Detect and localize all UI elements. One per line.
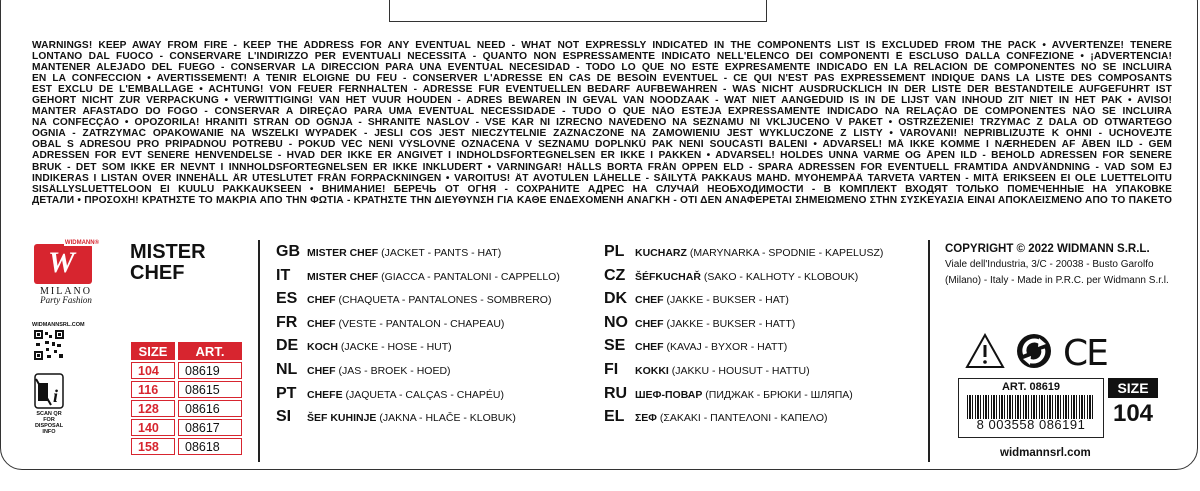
language-description (307, 247, 501, 259)
product-name-translation: MISTER CHEF (307, 270, 379, 283)
contents-translation: (SAKO - KALHOTY - KLOBOUK) (703, 270, 859, 283)
language-code: CZ (604, 266, 626, 284)
size-cell: 104 (131, 362, 175, 379)
art-header: ART. (178, 342, 242, 360)
qr-site-label: WIDMANNSRL.COM (32, 322, 85, 328)
product-name-translation: CHEF (307, 364, 336, 377)
language-row (276, 267, 560, 291)
product-title (130, 242, 206, 284)
warning-line: EST EXCLU DE L'EMBALLAGE • ACHTUNG! VON FEUER FERNHALTEN - ADRESSE FÜR EVENTUELLEN BEDARF AUFBEWAHREN - WAS NICHT AUSDRÜCKLICH IN DER LISTE DER BESTANDTEILE AUFGEFÜHRT IST (32, 84, 1172, 96)
language-code: NO (604, 313, 628, 331)
language-row (276, 314, 560, 338)
language-code: SE (604, 337, 626, 355)
language-row (604, 314, 883, 338)
language-description (635, 389, 853, 401)
language-code: SI (276, 408, 292, 426)
contents-translation: (JACKE - HOSE - HUT) (340, 341, 452, 354)
language-description (635, 271, 858, 283)
language-row (604, 267, 883, 291)
art-cell: 08616 (178, 400, 242, 417)
language-code: FI (604, 360, 619, 378)
language-description (307, 271, 560, 283)
warning-line: GEHÖRT NICHT ZUR VERPACKUNG • VERWITTIGING! VAN HET VUUR HOUDEN - ADRES BEWAREN IN GEVAL VAN NOODZAAK - WAT NIET AANGEDUID IS IN DE LIJST VAN INHOUD ZIT NIET IN HET PAK • AVISO! (32, 95, 1172, 107)
warning-line: BRUK - DET SOM IKKE ER NEVNT I INNHOLDSFORTEGNELSEN ER IKKE INKLUDERT • VARNINGAR! HÅLLS BORTA FRÅN ÖPPEN ELD - SPARA ADRESSEN FÖR EVENTUELL FRAMTIDA ANDVÄNDNING - VAD SOM EJ (32, 161, 1172, 173)
art-cell: 08618 (178, 438, 242, 455)
contents-translation: (JAKKU - HOUSUT - HATTU) (671, 364, 810, 377)
product-name-translation: CHEFE (307, 388, 343, 401)
contents-translation: (CHAQUETA - PANTALONES - SOMBRERO) (338, 294, 552, 307)
website-link[interactable]: widmannsrl.com (1000, 447, 1091, 459)
table-row (131, 438, 242, 455)
contents-translation: (VESTE - PANTALON - CHAPEAU) (338, 317, 505, 330)
language-row (604, 408, 883, 432)
language-row (276, 361, 560, 385)
language-code: GB (276, 243, 300, 260)
language-row (604, 385, 883, 409)
size-cell: 140 (131, 419, 175, 436)
compliance-symbols (965, 332, 1107, 375)
table-row (131, 419, 242, 436)
brand-tag: WIDMANN® (64, 240, 99, 246)
product-title-line1: MISTER (130, 241, 206, 263)
recycle-icon (1015, 332, 1053, 375)
product-title-line2: CHEF (130, 262, 185, 284)
size-cell: 128 (131, 400, 175, 417)
contents-translation: (JAQUETA - CALÇAS - CHAPÉU) (345, 388, 505, 401)
table-row (131, 400, 242, 417)
barcode-digits: 8 003558 086191 (976, 417, 1086, 432)
language-code: DE (276, 337, 299, 355)
warning-line: OBAL S ADRESOU PRO PŘÍPADNOU POTŘEBU - POKUD VĚC NENÍ VÝSLOVNĚ OZNAČENA V SEZNAMU DOPLŇKŮ PAK NENÍ SOUČÁSTÍ BALENÍ • ADVARSEL! MÅ IKKE KOMME I NÆRHEDEN AF ÅBEN ILD - GEM (32, 139, 1172, 151)
art-cell: 08617 (178, 419, 242, 436)
language-row (604, 337, 883, 361)
size-badge-value: 104 (1112, 400, 1154, 427)
product-name-translation: KOCH (307, 341, 338, 354)
size-table (128, 340, 245, 457)
divider (258, 240, 260, 462)
size-badge (1108, 378, 1158, 438)
language-row (604, 243, 883, 267)
language-code: NL (276, 360, 298, 378)
contents-translation: (GIACCA - PANTALONI - CAPPELLO) (381, 270, 560, 283)
size-header: SIZE (131, 342, 175, 360)
contents-translation: (ΣΑΚΑΚΙ - ΠΑΝΤΕΛΟΝΙ - ΚΑΠΕΛΟ) (659, 412, 828, 425)
language-code: FR (276, 313, 298, 331)
warning-line: LONTANO DAL FUOCO - CONSERVARE L'INDIRIZZO PER EVENTUALI NECESSITÀ - QUANTO NON ESPRESSAMENTE INDICATO NELL'ELENCO DEI COMPONENTI È ESCLUSO DALLA CONFEZIONE • ¡ADVERTENCIA! (32, 51, 1172, 63)
art-cell: 08615 (178, 381, 242, 398)
table-row (131, 362, 242, 379)
warning-line: SISÄLLYSLUETTELOON EI KUULU PAKKAUKSEEN • ВНИМАНИЕ! БЕРЕЧЬ ОТ ОГНЯ - СОХРАНИТЕ АДРЕС НА СЛУЧАЙ НЕОБХОДИМОСТИ - В КОМПЛЕКТ ВХОДЯТ ТОЛЬКО ПОМЕЧЕННЫЕ НА УПАКОВКЕ (32, 183, 1172, 195)
language-description (307, 294, 551, 306)
language-row (276, 337, 560, 361)
product-name-translation: CHEF (635, 294, 664, 307)
product-name-translation: CHEF (307, 294, 336, 307)
qr-code-icon (32, 330, 66, 365)
language-code: RU (604, 384, 628, 402)
disposal-bin-icon (33, 373, 65, 409)
language-code: IT (276, 266, 291, 284)
language-description (635, 365, 810, 377)
copyright-address-1: Viale dell'Industria, 3/C - 20038 - Busto Garolfo (945, 259, 1154, 270)
warning-line: OGNIA - ZATRZYMAĆ OPAKOWANIE NA WSZELKI WYPADEK - JEŚLI COŚ JEST NIECZYTELNIE ZAZNACZONE NA ZAMÓWIENIU JEST WYKLUCZONE Z LISTY • VAROVÁNÍ! NEPŘIBLIŽUJTE K OHNI - UCHOVEJTE (32, 128, 1172, 140)
scan-label-1: SCAN QR FOR (36, 411, 62, 423)
language-description (635, 341, 787, 353)
scan-label-2: DISPOSAL INFO (34, 423, 64, 435)
contents-translation: (MARYNARKA - SPODNIE - KAPELUSZ) (689, 247, 884, 259)
language-row (604, 290, 883, 314)
language-row (276, 290, 560, 314)
language-description (635, 412, 828, 424)
language-code: DK (604, 290, 628, 308)
language-row (276, 385, 560, 409)
language-description (307, 318, 504, 330)
product-name-translation: ШЕФ-ПОВАР (635, 388, 703, 401)
logo-tagline: Party Fashion (40, 295, 92, 305)
warning-line: ДЕТАЛИ • ΠΡΟΣΟΧΗ! ΚΡΑΤΗΣΤΕ ΤΟ ΜΑΚΡΙΑ ΑΠΟ ΤΗΝ ΦΩΤΙΑ - ΚΡΑΤΗΣΤΕ ΤΗΝ ΔΙΕΥΘΥΝΣΗ ΓΙΑ ΚΑΘΕ ΕΝΔΕΧΟΜΕΝΗ ΑΝΑΓΚΗ - ΟΤΙ ΔΕΝ ΑΝΑΦΕΡΕΤΑΙ ΣΗΜΕΙΩΜΕΝΟ ΣΤΗΝ ΣΥΣΚΕΥΑΣΙΑ ΕΙΝΑΙ ΑΠΟΚΛΕΙΣΜΕΝΟ ΑΠΟ ΤΟ ΠΑΚΕΤΟ (32, 194, 1172, 206)
language-description (635, 294, 789, 306)
qr-block (32, 322, 85, 435)
warning-line: NA CONFECÇÃO • OPOZORILA! HRANITI STRAN OD OGNJA - SHRANITE NASLOV - VSE KAR NI IZRECNO NAVEDENO NA SEZNAMU NI VKLJUČENO V PAKET • OSTRZEŻENIE! TRZYMAĆ Z DALA OD OTWARTEGO (32, 117, 1172, 129)
language-row (276, 243, 560, 267)
contents-translation: (JACKET - PANTS - HAT) (381, 247, 502, 259)
top-window-box (389, 0, 767, 22)
barcode-art-label: ART. 08619 (1001, 381, 1061, 393)
language-list-left (276, 243, 560, 432)
product-name-translation: CHEF (635, 317, 664, 330)
ce-mark-icon: CE (1063, 333, 1107, 374)
warning-line: INDIKERAS I LISTAN ÖVER INNEHÅLL ÄR UTESLUTET FRÅN FÖRPACKNINGEN • VAROITUS! ÄT AVOTULEN LÄHELLE - SÄILYTÄ PAKKAUS MAHD. MYÖHEMPÄÄ TARVETA VARTEN - MITÄ ERIKSEEN EI OLE LUETTELOITU (32, 172, 1172, 184)
language-row (604, 361, 883, 385)
barcode-icon (967, 395, 1095, 419)
contents-translation: (JAKNA - HLAČE - KLOBUK) (379, 412, 516, 425)
svg-text:i: i (53, 386, 59, 406)
language-code: EL (604, 408, 625, 426)
warning-line: ADRESSEN FOR EVT SENERE HENVENDELSE - HVAD DER IKKE ER ANGIVET I INDHOLDSFORTEGNELSEN ER IKKE I PAKKEN • ADVARSEL! HOLDES UNNA VARME OG ÅPEN ILD - BEHOLD ADRESSEN FOR SENERE (32, 150, 1172, 162)
art-cell: 08619 (178, 362, 242, 379)
language-description (307, 389, 504, 401)
product-name-translation: KUCHARZ (635, 247, 687, 259)
warning-line: EN LA CONFECCIÓN • AVERTISSEMENT! A TENIR ELOIGNE DU FEU - CONSERVER L'ADRESSE EN CAS DE BESOIN EVENTUEL - CE QUI N'EST PAS EXPRESSEMENT INDIQUE DANS LA LISTE DES COMPOSANTS (32, 73, 1172, 85)
warning-line: MANTENER ALEJADO DEL FUEGO - CONSERVAR LA DIRECCIÓN PARA UNA EVENTUAL NECESIDAD - TODO LO QUE NO ESTÉ EXPRESAMENTE INDICADO EN LA RELACIÓN DE COMPONENTES NO SE INCLUIRÁ (32, 62, 1172, 74)
logo-city: MILANO (40, 286, 92, 297)
product-name-translation: ΣΕΦ (635, 412, 657, 425)
size-badge-label: SIZE (1108, 378, 1158, 398)
copyright-title: COPYRIGHT © 2022 WIDMANN S.R.L. (945, 243, 1150, 255)
warning-line: MANTER AFASTADO DO FOGO - CONSERVAR A DIREÇÃO PARA UMA EVENTUAL NECESSIDADE - TUDO O QUE NÃO ESTEJA EXPRESSAMENTE INDICADO NA RELAÇÃO DE COMPONENTES NÃO SE INCLUIRÁ (32, 106, 1172, 118)
copyright-block (945, 243, 1180, 289)
size-cell: 158 (131, 438, 175, 455)
contents-translation: (JAS - BROEK - HOED) (338, 364, 451, 377)
contents-translation: (ПИДЖАК - БРЮКИ - ШЛЯПА) (705, 388, 853, 401)
language-description (635, 318, 795, 330)
product-name-translation: CHEF (307, 317, 336, 330)
size-cell: 116 (131, 381, 175, 398)
warnings-text (32, 40, 1172, 206)
language-list-right (604, 243, 883, 432)
language-description (307, 412, 516, 424)
barcode-panel (958, 378, 1104, 438)
product-name-translation: CHEF (635, 341, 664, 354)
language-description (307, 341, 452, 353)
divider (928, 240, 930, 462)
contents-translation: (KAVAJ - BYXOR - HATT) (666, 341, 788, 354)
warning-line: WARNINGS! KEEP AWAY FROM FIRE - KEEP THE ADDRESS FOR ANY EVENTUAL NEED - WHAT NOT EXPRESSLY INDICATED IN THE COMPONENTS LIST IS EXCLUDED FROM THE PACK • AVVERTENZE! TENERE (32, 40, 1172, 51)
language-description (307, 365, 451, 377)
contents-translation: (JAKKE - BUKSER - HAT) (666, 294, 789, 307)
barcode-block (958, 378, 1163, 440)
widmann-logo-icon: W WIDMANN® (34, 244, 92, 284)
language-code: ES (276, 290, 298, 308)
brand-logo (32, 240, 100, 305)
product-name-translation: MISTER CHEF (307, 247, 379, 259)
warning-triangle-icon (965, 333, 1005, 374)
product-name-translation: ŠÉFKUCHAŘ (635, 270, 701, 283)
copyright-address-2: (Milano) - Italy - Made in P.R.C. per Widmann S.r.l. (945, 275, 1169, 286)
contents-translation: (JAKKE - BUKSER - HATT) (666, 317, 796, 330)
table-row (131, 381, 242, 398)
language-description (635, 247, 883, 259)
language-row (276, 408, 560, 432)
language-code: PL (604, 243, 625, 260)
product-name-translation: KOKKI (635, 364, 669, 377)
product-name-translation: ŠEF KUHINJE (307, 412, 377, 425)
language-code: PT (276, 384, 297, 402)
